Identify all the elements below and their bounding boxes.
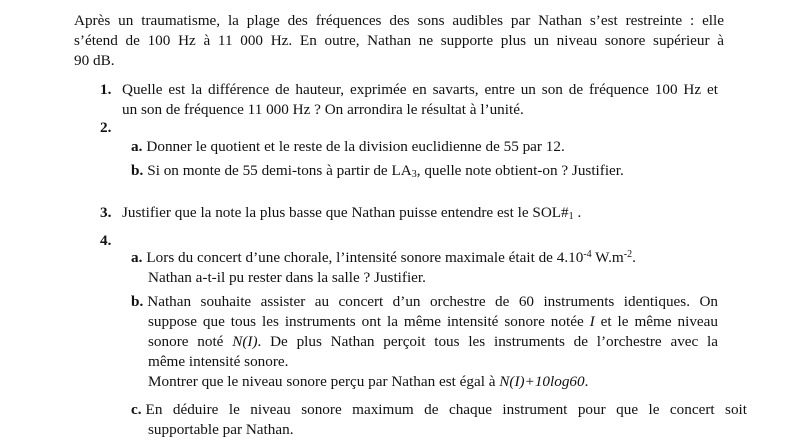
intro-line: 90 dB.	[74, 52, 115, 69]
question-4a-line: Nathan a-t-il pu rester dans la salle ? Justifier.	[148, 269, 426, 286]
question-4b	[131, 292, 718, 392]
question-4a-unit: W.m	[591, 249, 624, 266]
question-2a-text: Donner le quotient et le reste de la division euclidienne de 55 par 12.	[146, 138, 565, 155]
question-2-number: 2.	[100, 119, 112, 136]
question-2b-text: Si on monte de 55 demi-tons à partir de LA	[147, 162, 412, 179]
question-4a-exponent: -4	[583, 249, 592, 260]
question-4b-line: même intensité sonore.	[148, 353, 289, 370]
question-2b-subscript: 3	[411, 169, 417, 180]
question-1-line: Quelle est la différence de hauteur, exprimée en savarts, entre un son de fréquence 100 Hz et	[122, 81, 718, 98]
intro-line: Après un traumatisme, la plage des fréquences des sons audibles par Nathan s’est restreinte : elle	[74, 12, 724, 29]
question-1-line: un son de fréquence 11 000 Hz ? On arrondira le résultat à l’unité.	[122, 101, 524, 118]
question-4b-formula: N(I)+10log60	[499, 373, 585, 390]
question-4a-end: .	[632, 249, 636, 266]
question-4a	[131, 248, 731, 288]
question-4b-line-end: .	[584, 373, 589, 390]
question-3-line-end: .	[573, 204, 582, 221]
question-1-text	[122, 80, 718, 120]
question-4a-text: Lors du concert d’une chorale, l’intensité sonore maximale était de 4.10	[146, 249, 584, 266]
question-4b-line-end: . De plus Nathan perçoit tous les instruments de l’orchestre avec la	[257, 333, 719, 350]
question-3-number: 3.	[100, 204, 112, 221]
question-4b-variable: I	[589, 313, 595, 330]
question-4a-unit-exponent: -2	[623, 249, 633, 260]
question-4c-line: supportable par Nathan.	[148, 421, 294, 438]
question-4a-label: a.	[131, 249, 143, 266]
question-3-subscript: 1	[568, 211, 574, 222]
intro-line: s’étend de 100 Hz à 11 000 Hz. En outre, Nathan ne supporte plus un niveau sonore supérieur à	[74, 32, 724, 49]
question-4c-label: c.	[131, 401, 142, 418]
question-4b-line: sonore noté	[148, 333, 233, 350]
question-4b-line: Montrer que le niveau sonore perçu par Nathan est égal à	[148, 373, 500, 390]
question-3-line: Justifier que la note la plus basse que Nathan puisse entendre est le SOL#	[122, 204, 569, 221]
question-4c-line: En déduire le niveau sonore maximum de chaque instrument pour que le concert soit	[145, 401, 747, 418]
intro-paragraph	[74, 11, 724, 71]
question-2b-label: b.	[131, 162, 144, 179]
question-4b-line: suppose que tous les instruments ont la même intensité sonore notée	[148, 313, 590, 330]
question-4c	[131, 400, 747, 440]
question-2a-label: a.	[131, 138, 143, 155]
question-2a	[131, 137, 565, 157]
question-4b-line: Nathan souhaite assister au concert d’un orchestre de 60 instruments identiques. On	[147, 293, 718, 310]
question-2b-text-end: , quelle note obtient-on ? Justifier.	[416, 162, 624, 179]
question-1-number: 1.	[100, 81, 112, 98]
question-4b-variable: N(I)	[232, 333, 258, 350]
question-2b	[131, 161, 624, 181]
question-4-number: 4.	[100, 232, 112, 249]
question-3-text	[122, 203, 581, 223]
question-4b-line-end: et le même niveau	[594, 313, 718, 330]
question-4b-label: b.	[131, 293, 144, 310]
